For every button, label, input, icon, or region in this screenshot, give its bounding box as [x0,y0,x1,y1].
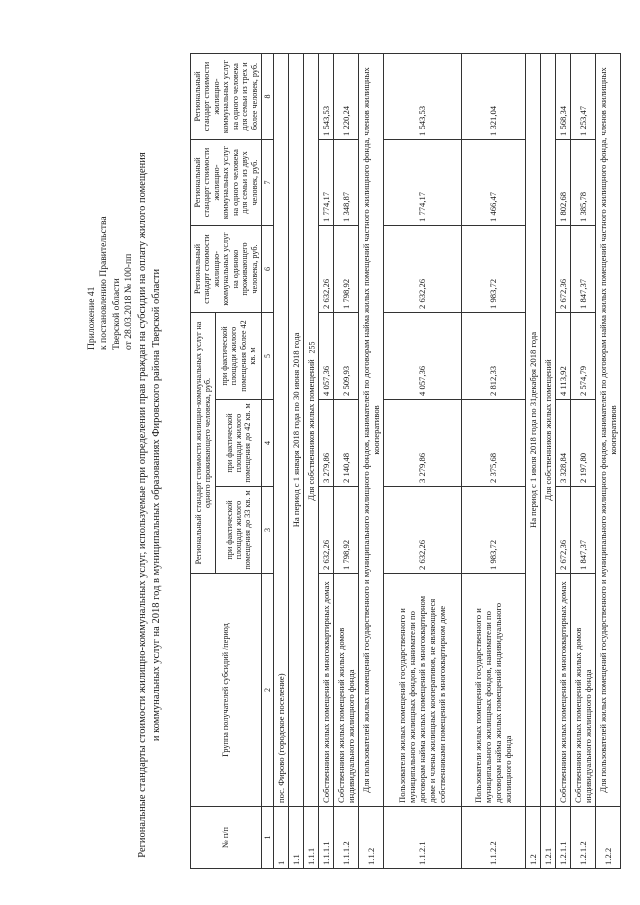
row-number: 1.2 [525,807,540,869]
value-area-33: 1 847,37 [570,487,595,574]
row-description: Собственники жилых помещений жилых домов индивидуального жилищного фонда [570,574,595,807]
value-family-three: 1 543,53 [383,54,461,140]
column-index: 3 [261,487,273,574]
group-label: Для пользователей жилых помещений государственного и муниципального жилищного фондов, нанимателей по договорам найма жилых помещений частного жилищного фонда, членов жилищных кооперативов [358,54,383,807]
value-area-42: 2 197,80 [570,400,595,487]
header-family-three: Региональный стандарт стоимости жилищно-коммунальных услуг на одного человека для семьи из трех и более человек, руб. [191,54,262,140]
row-number: 1.2.1.1 [555,807,570,869]
value-area-42: 3 279,86 [383,400,461,487]
row-number: 1.1.2.1 [383,807,461,869]
annex-line: к постановлению Правительства [98,216,110,350]
period-label: На период с 1 июля 2018 года по 31декабря 2018 года [525,54,540,807]
value-area-33: 1 798,92 [333,487,358,574]
value-area-42: 3 279,86 [318,400,333,487]
row-description: Собственники жилых помещений в многоквартирных домах [318,574,333,807]
row-description: Пользователи жилых помещений государственного и муниципального жилищных фондов, наниматели по договорам найма жилых помещений в многоквартирном доме и члены жилищных кооперативов, не являющиеся собственниками помещений в многоквартирном доме [383,574,461,807]
value-area-33: 2 672,36 [555,487,570,574]
row-number: 1 [273,807,288,869]
header-single: Региональный стандарт стоимости жилищно-коммунальных услуг на одиноко проживающего человека, руб. [191,226,262,313]
value-area-33: 2 632,26 [383,487,461,574]
value-area-more-42: 4 057,36 [383,313,461,400]
row-number: 1.1.1 [303,807,318,869]
value-area-more-42: 2 509,93 [333,313,358,400]
value-area-more-42: 2 812,33 [461,313,525,400]
row-number: 1.1 [288,807,303,869]
header-area-33: при фактической площади жилого помещения до 33 кв. м [216,487,262,574]
annex-line: Тверской области [110,278,122,350]
value-area-more-42: 4 057,36 [318,313,333,400]
table-row-period [525,54,540,869]
table-row-group [358,54,383,869]
group-label: Для собственников жилых помещений [540,54,555,807]
group-label: Для пользователей жилых помещений государственного и муниципального жилищного фондов, нанимателей по договорам найма жилых помещений частного жилищного фонда, членов жилищных кооперативов [595,54,620,807]
row-number: 1.1.2 [358,807,383,869]
value-area-33: 1 983,72 [461,487,525,574]
row-number: 1.1.1.1 [318,807,333,869]
table-row-group [540,54,555,869]
annex-line: от 28.03.2018 № 100-пп [123,253,135,350]
header-area-more-42: при фактической площади жилого помещения более 42 кв. м [216,313,262,400]
value-single: 2 632,26 [383,226,461,313]
value-family-two: 1 774,17 [318,140,333,226]
period-label: На период с 1 января 2018 года по 30 июня 2018 года [288,54,303,807]
value-single: 1 983,72 [461,226,525,313]
column-index-row [261,54,273,869]
table-row-section [273,54,288,869]
group-label: Для собственников жилых помещений [303,54,318,807]
table-row [333,54,358,869]
table-row-group [595,54,620,869]
section-title: пос. Фирово (городское поселение) [273,54,288,807]
header-area-42: при фактической площади жилого помещения до 42 кв. м [216,400,262,487]
value-family-three: 1 568,34 [555,54,570,140]
row-number: 1.2.1.2 [570,807,595,869]
value-single: 1 847,37 [570,226,595,313]
column-index: 6 [261,226,273,313]
table-row-period [288,54,303,869]
title-line: Региональные стандарты стоимости жилищно-коммунальных услуг, используемые при определении прав граждан на субсидии на оплату жилого помещения [137,152,148,858]
row-number: 1.2.1 [540,807,555,869]
header-standard-per-person: Региональный стандарт стоимости жилищно-коммунальных услуг на одного проживающего человека, руб. [191,313,216,574]
column-index: 8 [261,54,273,140]
row-number: 1.1.1.2 [333,807,358,869]
value-family-three: 1 321,04 [461,54,525,140]
column-index: 1 [261,807,273,869]
table-row [318,54,333,869]
value-family-three: 1 543,53 [318,54,333,140]
annex-line: Приложение 41 [86,286,97,350]
column-index: 7 [261,140,273,226]
table-row [461,54,525,869]
document-title [136,145,164,865]
value-family-three: 1 253,47 [570,54,595,140]
row-description: Собственники жилых помещений в многоквартирных домах [555,574,570,807]
title-line: и коммунальных услуг на 2018 год в муниципальных образованиях Фировского района Тверской области [151,268,163,742]
value-family-two: 1 774,17 [383,140,461,226]
page-number: 255 [307,341,317,354]
value-family-three: 1 220,24 [333,54,358,140]
row-description: Пользователи жилых помещений государственного и муниципального жилищных фондов, наниматели по договорам найма жилых помещений индивидуального жилищного фонда [461,574,525,807]
table-row [383,54,461,869]
value-area-42: 2 140,48 [333,400,358,487]
table-row [570,54,595,869]
value-family-two: 1 466,47 [461,140,525,226]
value-area-33: 2 632,26 [318,487,333,574]
value-single: 1 798,92 [333,226,358,313]
value-area-42: 2 375,68 [461,400,525,487]
table-row-group [303,54,318,869]
header-group: Группа получателей субсидий /период [191,574,262,807]
value-area-42: 3 328,84 [555,400,570,487]
value-family-two: 1 802,68 [555,140,570,226]
annex-block [86,130,136,350]
value-family-two: 1 348,87 [333,140,358,226]
column-index: 5 [261,313,273,400]
value-single: 2 632,26 [318,226,333,313]
value-area-more-42: 2 574,79 [570,313,595,400]
value-single: 2 672,36 [555,226,570,313]
value-family-two: 1 385,78 [570,140,595,226]
header-family-two: Региональный стандарт стоимости жилищно-коммунальных услуг на одного человека для семьи из двух человек, руб. [191,140,262,226]
table-row [555,54,570,869]
row-number: 1.1.2.2 [461,807,525,869]
row-number: 1.2.2 [595,807,620,869]
header-no: № п/п [191,807,262,869]
column-index: 4 [261,400,273,487]
row-description: Собственники жилых помещений жилых домов индивидуального жилищного фонда [333,574,358,807]
standards-table [190,53,621,869]
value-area-more-42: 4 113,92 [555,313,570,400]
column-index: 2 [261,574,273,807]
